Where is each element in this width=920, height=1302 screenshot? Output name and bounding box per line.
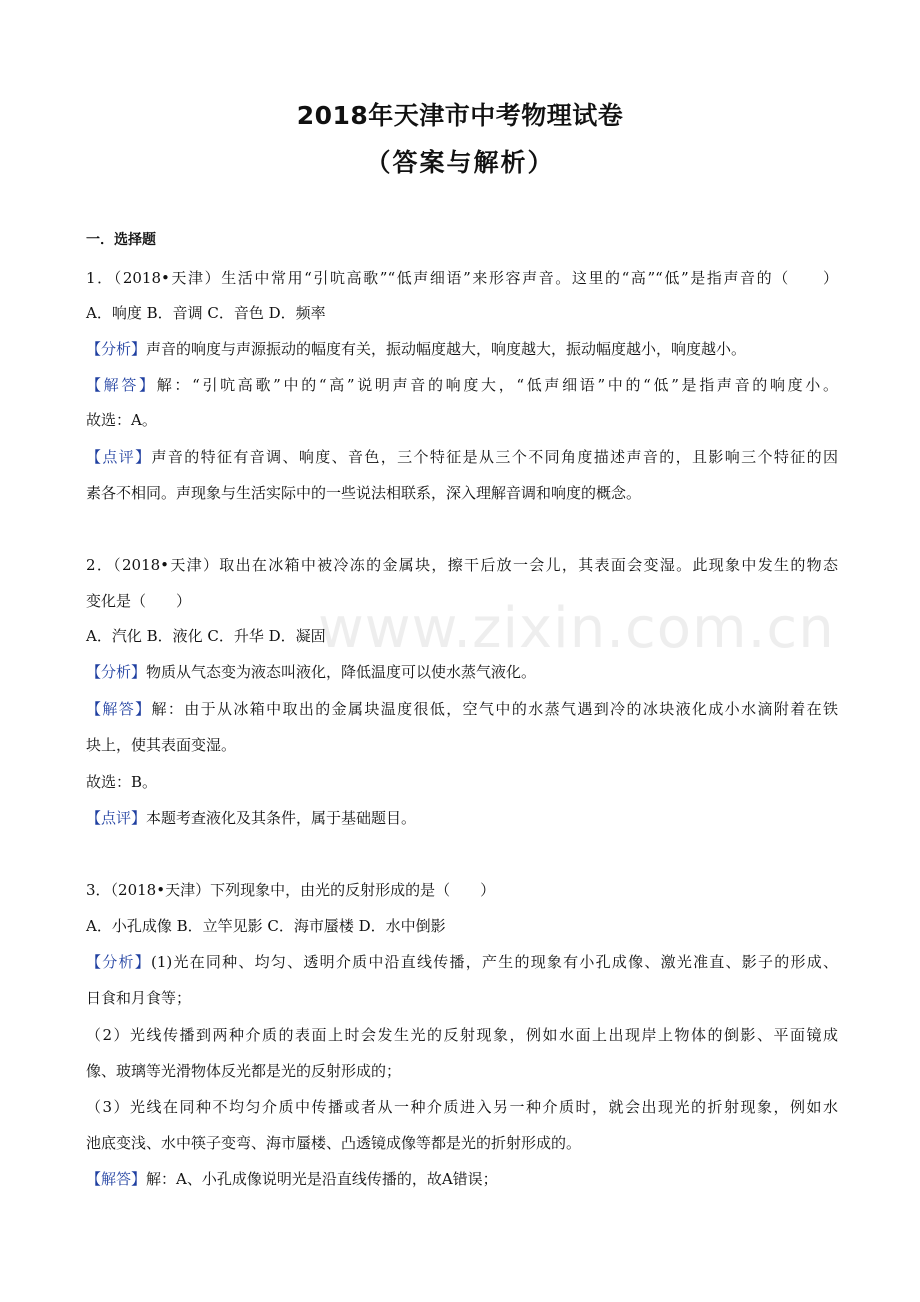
text-line xyxy=(86,952,838,972)
line-text: 素各不相同。声现象与生活实际中的一些说法相联系，深入理解音调和响度的概念。 xyxy=(86,484,642,502)
line-text: 物质从气态变为液态叫液化，降低温度可以使水蒸气液化。 xyxy=(146,663,537,681)
line-text: 变化是（ ） xyxy=(86,592,192,610)
line-text: 故选：B。 xyxy=(86,773,158,791)
answer-tag: 【分析】 xyxy=(86,663,147,681)
text-line xyxy=(86,555,838,575)
line-text: （3）光线在同种不均匀介质中传播或者从一种介质进入另一种介质时，就会出现光的折射现象，例如水 xyxy=(86,1098,838,1116)
line-text: 1．（2018•天津）生活中常用“引吭高歌”“低声细语”来形容声音。这里的“高”“低”是指声音的（ ） xyxy=(86,269,838,287)
answer-tag: 【分析】 xyxy=(86,340,147,358)
line-text: 日食和月食等； xyxy=(86,989,192,1007)
answer-tag: 【解答】 xyxy=(86,376,157,394)
text-line xyxy=(86,808,838,828)
answer-tag: 【解答】 xyxy=(86,1170,147,1188)
text-line xyxy=(86,447,838,467)
text-line xyxy=(86,1169,838,1189)
line-text: 故选：A。 xyxy=(86,411,157,429)
text-line xyxy=(86,916,838,936)
section-heading: 一．选择题 xyxy=(86,232,156,248)
line-text: 本题考查液化及其条件，属于基础题目。 xyxy=(146,809,417,827)
line-text: 解：由于从冰箱中取出的金属块温度很低，空气中的水蒸气遇到冷的冰块液化成小水滴附着在铁 xyxy=(151,700,838,718)
text-line xyxy=(86,410,838,430)
line-text: A．小孔成像 B．立竿见影 C．海市蜃楼 D．水中倒影 xyxy=(86,917,446,935)
line-text: 2．（2018•天津）取出在冰箱中被冷冻的金属块，擦干后放一会儿，其表面会变湿。此现象中发生的物态 xyxy=(86,556,838,574)
line-text: （2）光线传播到两种介质的表面上时会发生光的反射现象，例如水面上出现岸上物体的倒影、平面镜成 xyxy=(86,1026,838,1044)
answer-tag: 【解答】 xyxy=(86,700,152,718)
page-title: 2018年天津市中考物理试卷 xyxy=(296,101,624,130)
text-line xyxy=(86,662,838,682)
page-subtitle: （答案与解析） xyxy=(365,148,555,177)
text-line xyxy=(86,268,838,288)
line-text: 3．（2018•天津）下列现象中，由光的反射形成的是（ ） xyxy=(86,881,496,899)
line-text: 池底变浅、水中筷子变弯、海市蜃楼、凸透镜成像等都是光的折射形成的。 xyxy=(86,1134,582,1152)
text-line xyxy=(86,591,838,611)
text-line xyxy=(86,303,838,323)
text-line xyxy=(86,880,838,900)
text-line xyxy=(86,1061,838,1081)
line-text: (1)光在同种、均匀、透明介质中沿直线传播，产生的现象有小孔成像、激光准直、影子的形成、 xyxy=(150,953,838,971)
text-line xyxy=(86,1133,838,1153)
text-line xyxy=(86,772,838,792)
line-text: 声音的响度与声源振动的幅度有关，振动幅度越大，响度越大，振动幅度越小，响度越小。 xyxy=(146,340,747,358)
text-line xyxy=(86,1025,838,1045)
line-text: 像、玻璃等光滑物体反光都是光的反射形成的； xyxy=(86,1062,402,1080)
line-text: A．响度 B．音调 C．音色 D．频率 xyxy=(86,304,326,322)
text-line xyxy=(86,735,838,755)
text-line xyxy=(86,1097,838,1117)
line-text: 块上，使其表面变湿。 xyxy=(86,736,237,754)
answer-tag: 【点评】 xyxy=(86,809,147,827)
answer-tag: 【点评】 xyxy=(86,448,152,466)
text-line xyxy=(86,483,838,503)
line-text: A．汽化 B．液化 C．升华 D．凝固 xyxy=(86,627,326,645)
text-line xyxy=(86,339,838,359)
line-text: 解：“引吭高歌”中的“高”说明声音的响度大，“低声细语”中的“低”是指声音的响度小。 xyxy=(156,376,838,394)
text-line xyxy=(86,699,838,719)
watermark-text: www.zixin.com.cn xyxy=(318,596,835,661)
line-text: 声音的特征有音调、响度、音色，三个特征是从三个不同角度描述声音的，且影响三个特征的因 xyxy=(151,448,838,466)
text-line xyxy=(86,375,838,395)
text-line xyxy=(86,626,838,646)
answer-tag: 【分析】 xyxy=(86,953,151,971)
line-text: 解：A、小孔成像说明光是沿直线传播的，故A错误； xyxy=(146,1170,498,1188)
text-line xyxy=(86,988,838,1008)
